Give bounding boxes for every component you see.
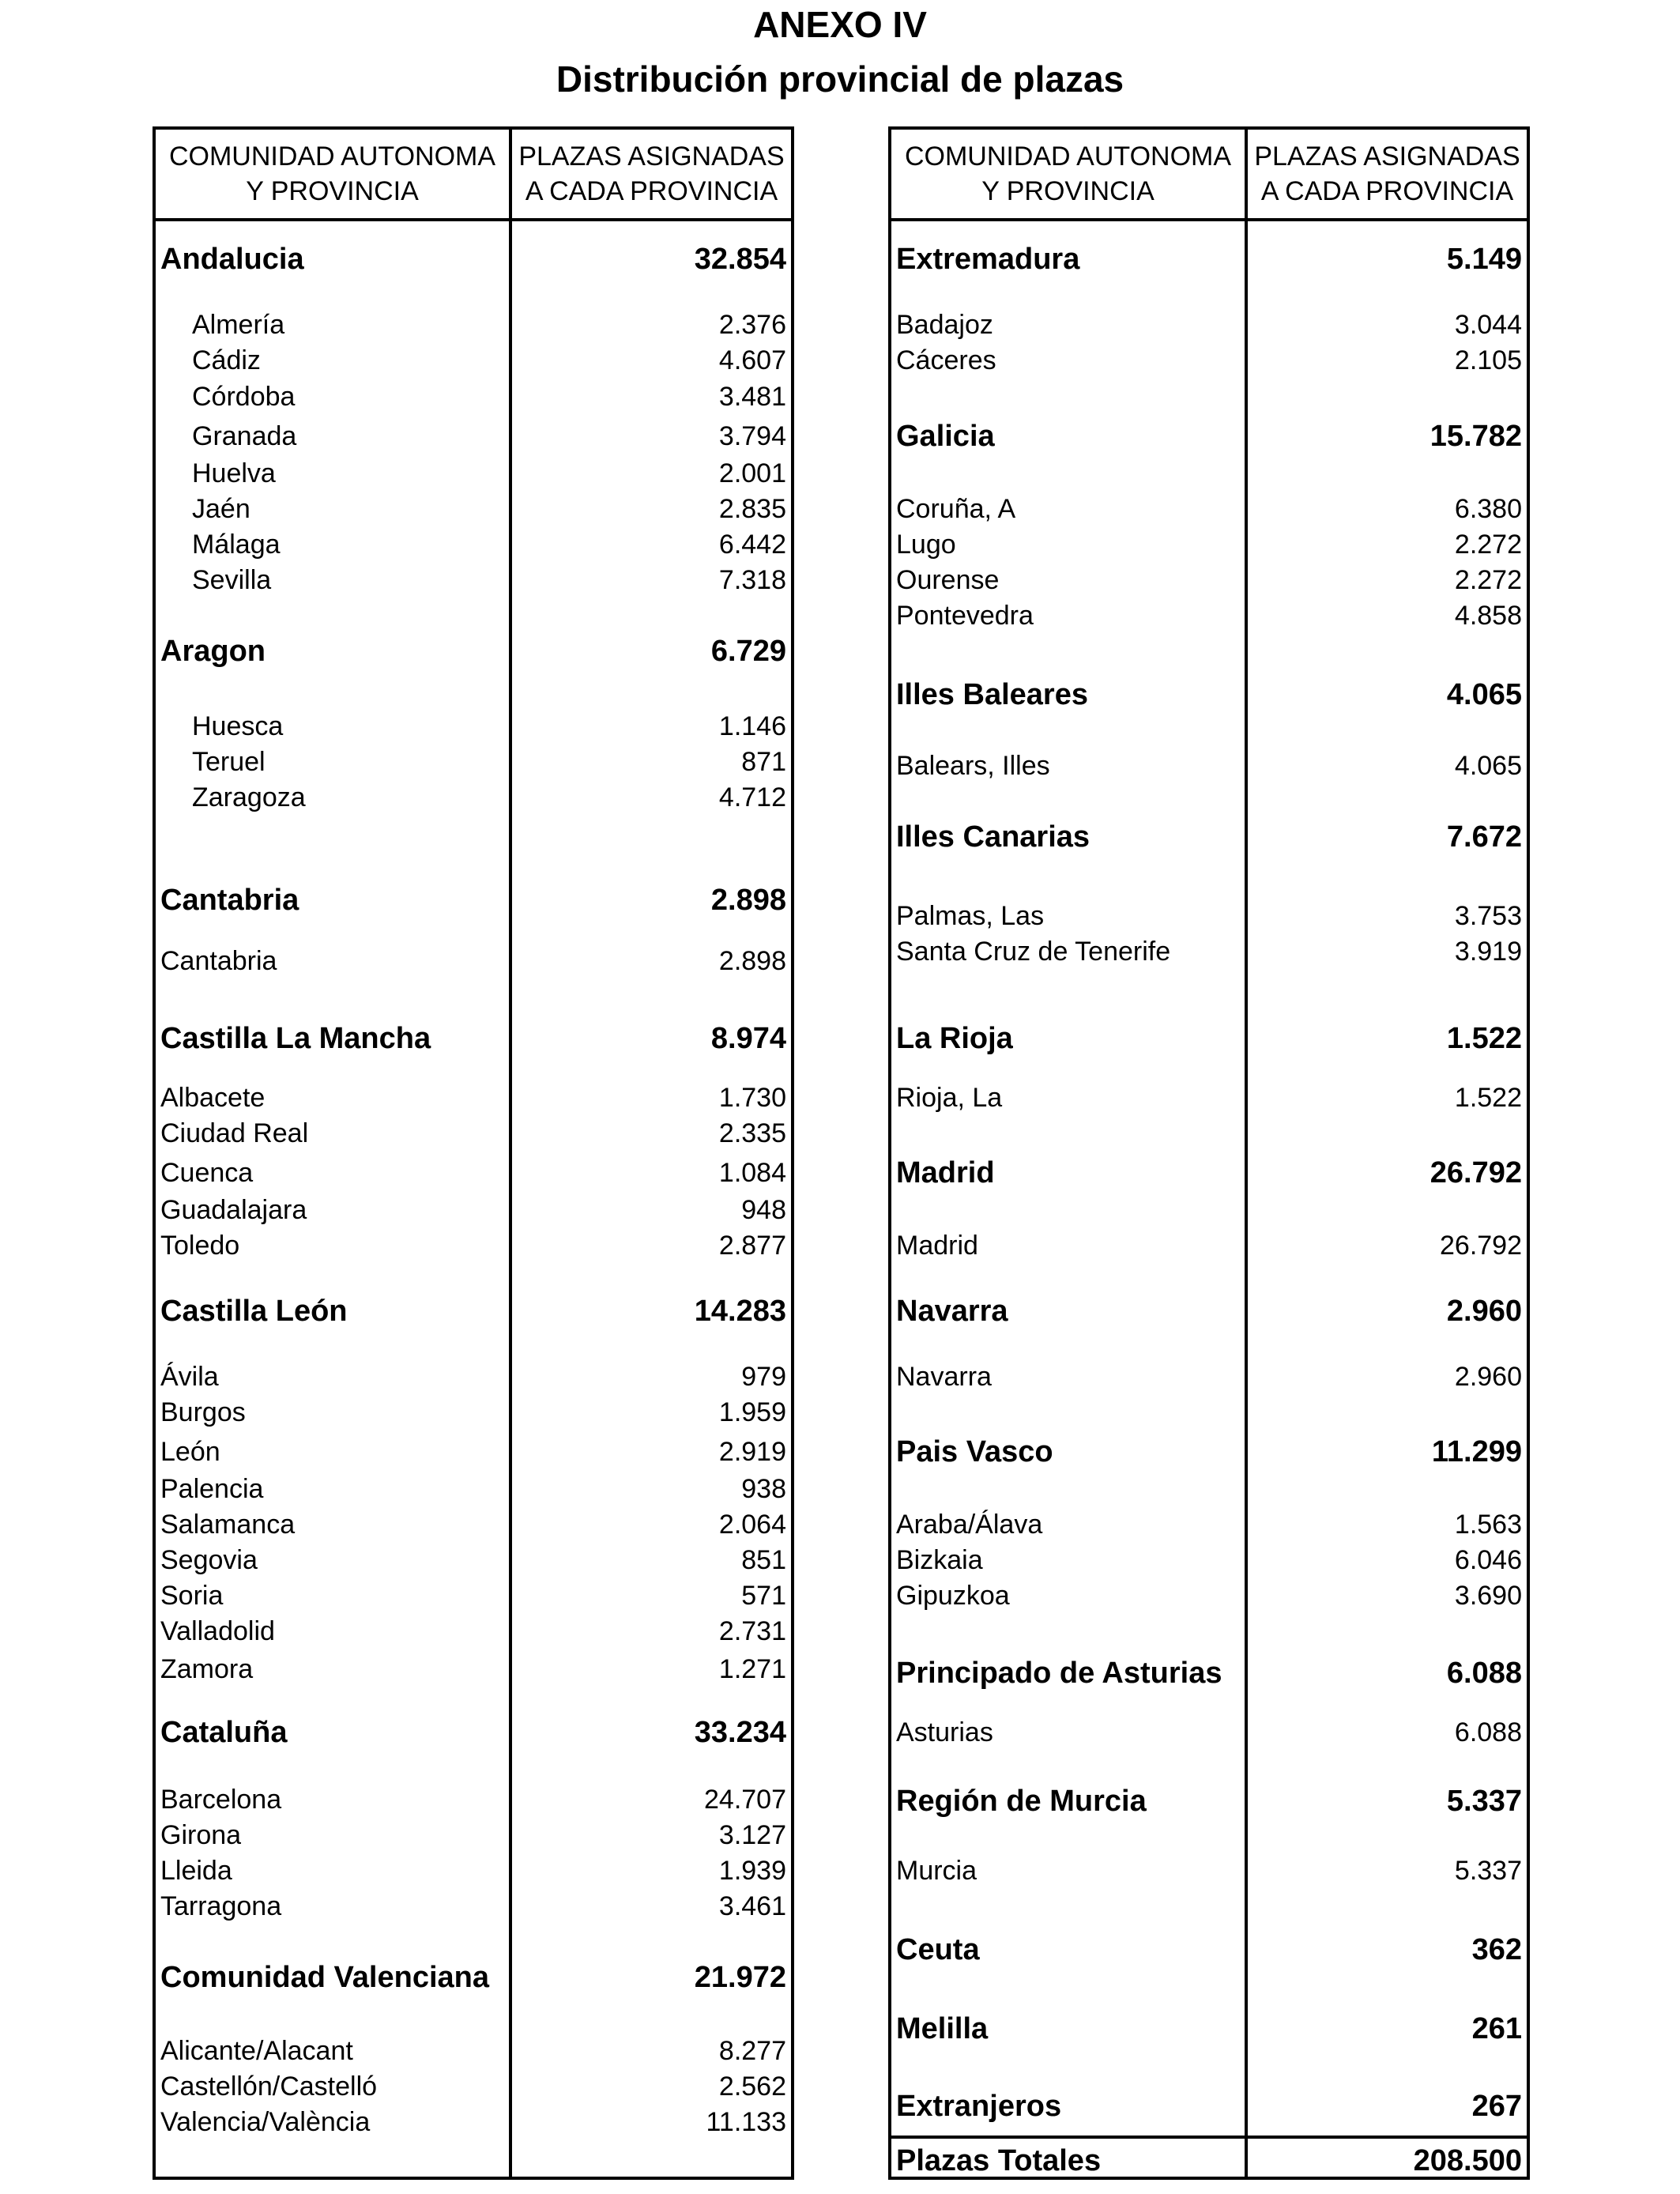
header-label: A CADA PROVINCIA <box>525 176 778 206</box>
province-seats: 1.563 <box>1454 1510 1522 1540</box>
province-name: Pontevedra <box>896 601 1034 631</box>
total-label: Plazas Totales <box>896 2144 1102 2177</box>
province-name: Coruña, A <box>896 494 1016 524</box>
province-seats: 3.794 <box>718 421 786 451</box>
province-row <box>891 1715 1527 1750</box>
header-seats-column <box>1248 130 1527 218</box>
region-total: 6.729 <box>710 635 786 668</box>
province-row <box>156 563 791 598</box>
province-seats: 6.046 <box>1454 1545 1522 1575</box>
total-row <box>891 2143 1527 2178</box>
province-seats: 3.044 <box>1454 310 1522 340</box>
province-name: Valladolid <box>160 1616 275 1646</box>
province-name: Cádiz <box>192 345 261 375</box>
page-title: ANEXO IV <box>753 4 927 45</box>
province-row <box>156 1543 791 1578</box>
province-seats: 2.898 <box>718 946 786 976</box>
province-seats: 3.461 <box>718 1891 786 1921</box>
province-seats: 1.959 <box>718 1397 786 1427</box>
province-row <box>891 1359 1527 1394</box>
region-name: Aragon <box>160 635 266 668</box>
province-seats: 938 <box>741 1474 786 1504</box>
province-seats: 6.442 <box>718 530 786 560</box>
province-seats: 2.960 <box>1454 1362 1522 1392</box>
region-name: Andalucia <box>160 243 304 276</box>
region-row <box>891 677 1527 712</box>
province-seats: 2.731 <box>718 1616 786 1646</box>
province-row <box>891 934 1527 969</box>
province-seats: 4.858 <box>1454 601 1522 631</box>
province-name: Segovia <box>160 1545 258 1575</box>
province-row <box>891 1853 1527 1888</box>
province-row <box>891 563 1527 598</box>
table-header <box>156 130 791 221</box>
province-name: Alicante/Alacant <box>160 2036 353 2066</box>
region-name: La Rioja <box>896 1022 1013 1055</box>
province-row <box>156 1228 791 1263</box>
header-label: COMUNIDAD AUTONOMA <box>168 141 496 172</box>
region-total: 6.088 <box>1446 1657 1522 1690</box>
province-seats: 2.835 <box>718 494 786 524</box>
header-label: PLAZAS ASIGNADAS <box>1254 141 1520 172</box>
region-name: Illes Canarias <box>896 820 1090 854</box>
province-row <box>156 1395 791 1430</box>
region-total: 26.792 <box>1430 1156 1522 1189</box>
province-name: Lleida <box>160 1856 232 1886</box>
region-name: Cantabria <box>160 884 299 917</box>
province-seats: 979 <box>741 1362 786 1392</box>
region-name: Extremadura <box>896 243 1080 276</box>
region-row <box>156 883 791 918</box>
province-seats: 2.064 <box>718 1510 786 1540</box>
province-name: Valencia/València <box>160 2107 371 2137</box>
region-row <box>891 1932 1527 1967</box>
province-seats: 1.522 <box>1454 1083 1522 1113</box>
province-row <box>891 899 1527 933</box>
province-name: Palencia <box>160 1474 264 1504</box>
region-row <box>891 1021 1527 1056</box>
region-name: Región de Murcia <box>896 1785 1147 1818</box>
header-label: Y PROVINCIA <box>981 176 1155 206</box>
province-name: Albacete <box>160 1083 266 1113</box>
region-row <box>891 820 1527 854</box>
province-seats: 3.690 <box>1454 1581 1522 1611</box>
province-name: Asturias <box>896 1717 993 1747</box>
province-seats: 2.335 <box>718 1118 786 1148</box>
total-value: 208.500 <box>1413 2144 1522 2177</box>
region-name: Extranjeros <box>896 2090 1062 2123</box>
province-seats: 6.380 <box>1454 494 1522 524</box>
province-seats: 26.792 <box>1440 1231 1522 1261</box>
province-name: Rioja, La <box>896 1083 1003 1113</box>
province-name: Cáceres <box>896 345 996 375</box>
province-row <box>891 527 1527 562</box>
region-total: 33.234 <box>694 1716 786 1749</box>
region-total: 362 <box>1471 1933 1522 1966</box>
province-row <box>156 1652 791 1687</box>
province-row <box>156 343 791 378</box>
province-row <box>156 2034 791 2068</box>
province-seats: 851 <box>741 1545 786 1575</box>
province-seats: 2.376 <box>718 310 786 340</box>
region-total: 8.974 <box>710 1022 786 1055</box>
province-seats: 6.088 <box>1454 1717 1522 1747</box>
region-total: 2.960 <box>1446 1295 1522 1328</box>
province-row <box>156 1889 791 1924</box>
region-name: Principado de Asturias <box>896 1657 1222 1690</box>
province-seats: 2.001 <box>718 458 786 488</box>
region-row <box>156 242 791 277</box>
region-total: 5.337 <box>1446 1785 1522 1818</box>
province-name: Badajoz <box>896 310 993 340</box>
region-row <box>156 1294 791 1329</box>
province-name: Bizkaia <box>896 1545 983 1575</box>
province-seats: 24.707 <box>704 1785 786 1815</box>
header-label: PLAZAS ASIGNADAS <box>518 141 785 172</box>
header-region-column <box>891 130 1245 218</box>
province-name: León <box>160 1437 220 1467</box>
province-name: Tarragona <box>160 1891 282 1921</box>
province-row <box>891 1507 1527 1542</box>
province-seats: 4.712 <box>718 782 786 812</box>
province-seats: 1.939 <box>718 1856 786 1886</box>
region-total: 2.898 <box>710 884 786 917</box>
province-name: Ciudad Real <box>160 1118 309 1148</box>
region-row <box>891 1294 1527 1329</box>
region-name: Pais Vasco <box>896 1435 1053 1468</box>
region-total: 1.522 <box>1446 1022 1522 1055</box>
province-row <box>156 1507 791 1542</box>
province-name: Murcia <box>896 1856 977 1886</box>
province-name: Ourense <box>896 565 1000 595</box>
region-total: 5.149 <box>1446 243 1522 276</box>
left-table <box>153 126 794 2180</box>
table-header <box>891 130 1527 221</box>
province-seats: 2.877 <box>718 1231 786 1261</box>
province-name: Cantabria <box>160 946 277 976</box>
province-row <box>156 1155 791 1190</box>
region-row <box>891 1434 1527 1469</box>
province-seats: 3.919 <box>1454 937 1522 967</box>
province-name: Gipuzkoa <box>896 1581 1010 1611</box>
province-row <box>156 780 791 815</box>
province-seats: 2.919 <box>718 1437 786 1467</box>
header-label: A CADA PROVINCIA <box>1260 176 1514 206</box>
province-row <box>156 1578 791 1613</box>
region-name: Comunidad Valenciana <box>160 1961 489 1994</box>
province-seats: 948 <box>741 1195 786 1225</box>
region-name: Galicia <box>896 420 995 453</box>
province-seats: 3.481 <box>718 382 786 412</box>
province-seats: 2.105 <box>1454 345 1522 375</box>
province-row <box>891 492 1527 526</box>
province-row <box>156 2105 791 2139</box>
right-table <box>888 126 1530 2180</box>
region-name: Illes Baleares <box>896 678 1088 711</box>
province-name: Huesca <box>192 711 284 741</box>
region-total: 267 <box>1471 2090 1522 2123</box>
region-name: Melilla <box>896 2012 989 2045</box>
province-name: Madrid <box>896 1231 978 1261</box>
province-row <box>891 1080 1527 1115</box>
province-row <box>156 709 791 744</box>
region-name: Cataluña <box>160 1716 288 1749</box>
province-seats: 11.133 <box>706 2107 786 2137</box>
province-seats: 3.127 <box>718 1820 786 1850</box>
province-row <box>156 492 791 526</box>
province-name: Teruel <box>192 747 266 777</box>
province-row <box>156 419 791 454</box>
region-row <box>891 419 1527 454</box>
region-row <box>891 242 1527 277</box>
province-seats: 7.318 <box>718 565 786 595</box>
province-name: Palmas, Las <box>896 901 1045 931</box>
province-row <box>156 944 791 978</box>
province-name: Huelva <box>192 458 276 488</box>
page-subtitle: Distribución provincial de plazas <box>556 58 1124 100</box>
province-seats: 3.753 <box>1454 901 1522 931</box>
province-row <box>156 456 791 491</box>
province-name: Burgos <box>160 1397 246 1427</box>
region-name: Madrid <box>896 1156 995 1189</box>
province-name: Zamora <box>160 1654 254 1684</box>
province-seats: 571 <box>741 1581 786 1611</box>
header-seats-column <box>512 130 791 218</box>
province-row <box>156 379 791 414</box>
province-name: Almería <box>192 310 285 340</box>
province-name: Araba/Álava <box>896 1510 1043 1540</box>
province-name: Barcelona <box>160 1785 282 1815</box>
region-row <box>156 1715 791 1750</box>
province-name: Salamanca <box>160 1510 296 1540</box>
province-name: Castellón/Castelló <box>160 2071 378 2102</box>
province-row <box>891 1228 1527 1263</box>
province-name: Zaragoza <box>192 782 306 812</box>
province-seats: 1.271 <box>718 1654 786 1684</box>
province-row <box>156 307 791 342</box>
region-total: 11.299 <box>1431 1435 1522 1468</box>
province-seats: 1.084 <box>718 1158 786 1188</box>
region-total: 261 <box>1471 2012 1522 2045</box>
province-name: Lugo <box>896 530 956 560</box>
province-row <box>156 1116 791 1151</box>
province-seats: 8.277 <box>718 2036 786 2066</box>
region-name: Navarra <box>896 1295 1008 1328</box>
province-name: Málaga <box>192 530 281 560</box>
region-row <box>156 1021 791 1056</box>
province-name: Guadalajara <box>160 1195 307 1225</box>
region-total: 4.065 <box>1446 678 1522 711</box>
province-seats: 2.272 <box>1454 530 1522 560</box>
province-row <box>156 527 791 562</box>
region-row <box>156 634 791 669</box>
total-separator <box>891 2136 1527 2139</box>
province-seats: 5.337 <box>1454 1856 1522 1886</box>
province-name: Navarra <box>896 1362 992 1392</box>
region-total: 7.672 <box>1446 820 1522 854</box>
region-name: Ceuta <box>896 1933 980 1966</box>
province-row <box>891 1543 1527 1578</box>
province-name: Girona <box>160 1820 242 1850</box>
province-row <box>156 1434 791 1469</box>
province-row <box>156 1614 791 1649</box>
province-row <box>891 307 1527 342</box>
province-name: Granada <box>192 421 297 451</box>
province-name: Toledo <box>160 1231 240 1261</box>
province-row <box>156 1359 791 1394</box>
province-name: Ávila <box>160 1362 219 1392</box>
province-name: Balears, Illes <box>896 751 1050 781</box>
region-total: 14.283 <box>694 1295 786 1328</box>
province-seats: 871 <box>741 747 786 777</box>
province-seats: 4.607 <box>718 345 786 375</box>
region-name: Castilla León <box>160 1295 348 1328</box>
province-row <box>891 343 1527 378</box>
province-seats: 2.562 <box>718 2071 786 2102</box>
province-name: Santa Cruz de Tenerife <box>896 937 1171 967</box>
province-name: Córdoba <box>192 382 296 412</box>
region-total: 21.972 <box>694 1961 786 1994</box>
region-row <box>891 2089 1527 2124</box>
header-label: Y PROVINCIA <box>246 176 419 206</box>
province-row <box>891 748 1527 783</box>
province-row <box>891 1578 1527 1613</box>
province-name: Soria <box>160 1581 224 1611</box>
header-label: COMUNIDAD AUTONOMA <box>904 141 1232 172</box>
province-row <box>891 598 1527 633</box>
region-name: Castilla La Mancha <box>160 1022 431 1055</box>
province-name: Jaén <box>192 494 250 524</box>
region-row <box>891 2011 1527 2046</box>
province-row <box>156 1080 791 1115</box>
province-row <box>156 1193 791 1227</box>
region-total: 15.782 <box>1430 420 1522 453</box>
province-seats: 2.272 <box>1454 565 1522 595</box>
province-row <box>156 2069 791 2104</box>
province-seats: 1.146 <box>718 711 786 741</box>
province-seats: 4.065 <box>1454 751 1522 781</box>
region-row <box>891 1155 1527 1190</box>
province-row <box>156 745 791 779</box>
province-row <box>156 1782 791 1817</box>
header-region-column <box>156 130 509 218</box>
province-row <box>156 1818 791 1853</box>
province-seats: 1.730 <box>718 1083 786 1113</box>
region-row <box>891 1656 1527 1691</box>
region-row <box>891 1784 1527 1819</box>
province-name: Sevilla <box>192 565 272 595</box>
region-total: 32.854 <box>694 243 786 276</box>
province-name: Cuenca <box>160 1158 254 1188</box>
province-row <box>156 1853 791 1888</box>
province-row <box>156 1472 791 1506</box>
region-row <box>156 1960 791 1995</box>
